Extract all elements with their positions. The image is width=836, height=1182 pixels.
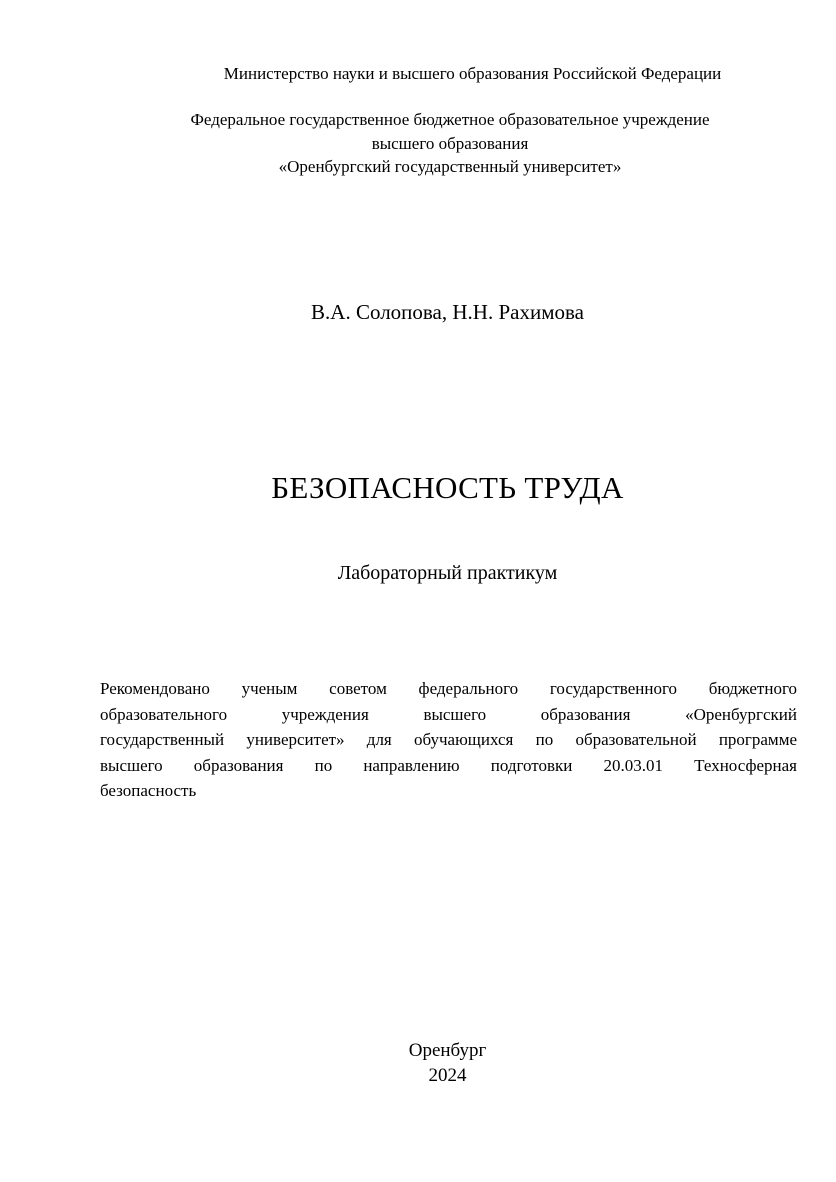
recommendation-line: высшего образования по направлению подготовки 20.03.01 Техносферная	[100, 755, 797, 775]
ministry-heading: Министерство науки и высшего образования Российской Федерации	[223, 64, 722, 83]
recommendation-line: безопасность	[100, 781, 197, 800]
recommendation-line: образовательного учреждения высшего образования «Оренбургский	[100, 704, 797, 724]
recommendation-line: государственный университет» для обучающихся по образовательной программе	[100, 730, 797, 749]
recommendation-paragraph	[100, 676, 797, 804]
document-title: БЕЗОПАСНОСТЬ ТРУДА	[271, 470, 624, 505]
institution-line-2: высшего образования	[371, 134, 529, 153]
publication-city: Оренбург	[408, 1040, 487, 1061]
institution-line-3: «Оренбургский государственный университет»	[278, 157, 622, 176]
publication-year: 2024	[428, 1065, 467, 1086]
institution-line-1: Федеральное государственное бюджетное образовательное учреждение	[190, 110, 710, 129]
document-subtitle: Лабораторный практикум	[337, 562, 558, 584]
authors: В.А. Солопова, Н.Н. Рахимова	[311, 300, 584, 324]
recommendation-line: Рекомендовано ученым советом федерального государственного бюджетного	[100, 679, 797, 698]
